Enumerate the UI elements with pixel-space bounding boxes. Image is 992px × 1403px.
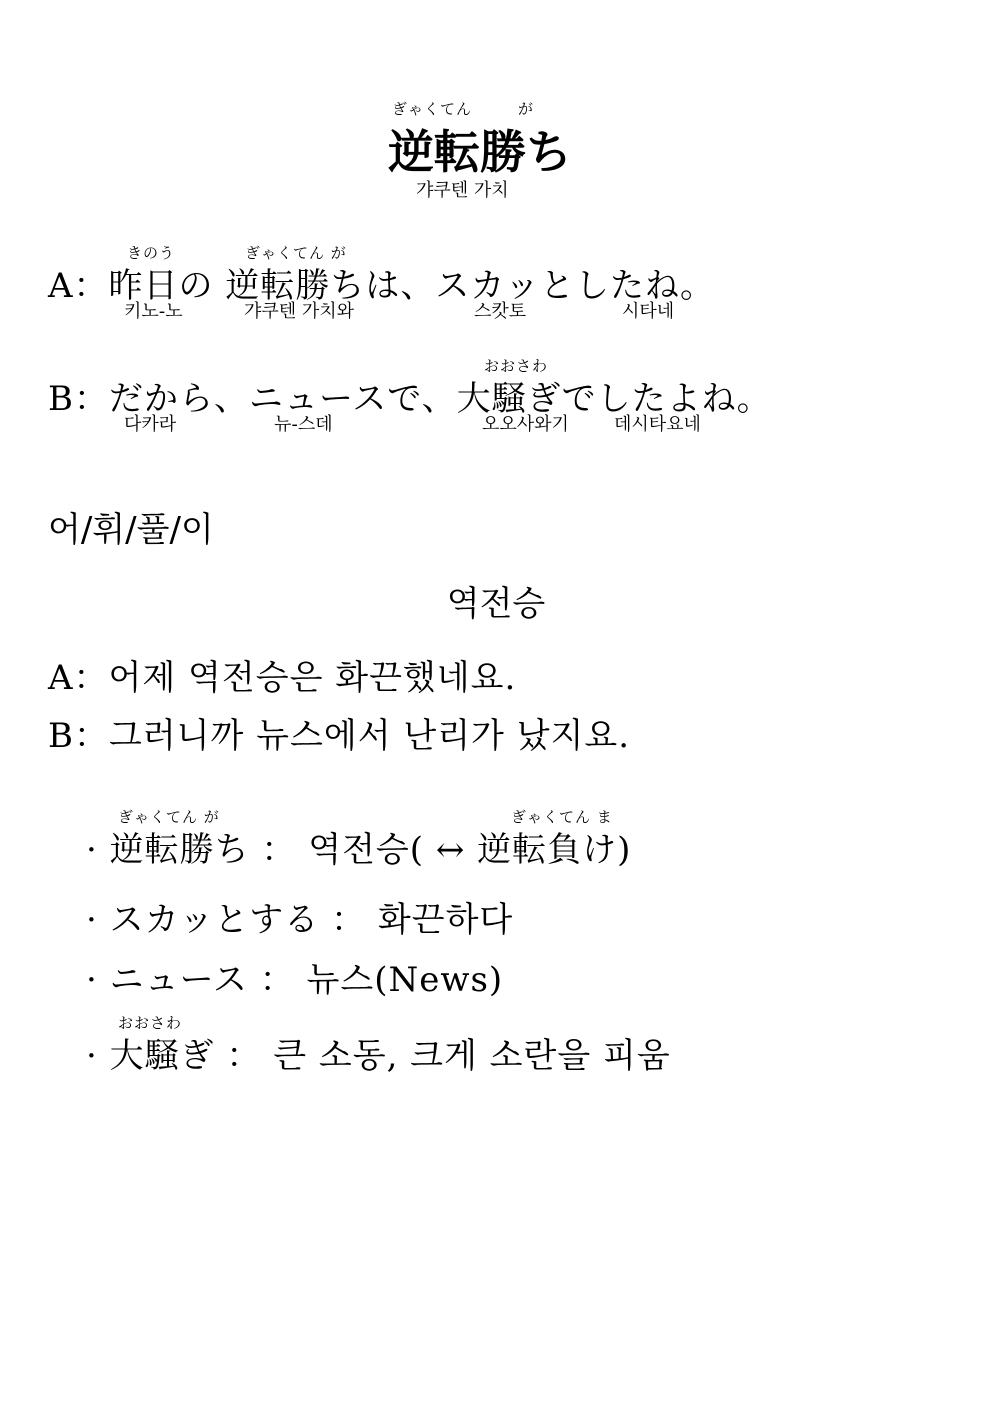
dialogue-a-reading-4: 시타네 <box>622 301 675 322</box>
dialogue-a-text: A：昨日の 逆転勝ちは、スカッとしたね。 <box>48 266 716 306</box>
page-title: 逆転勝ち <box>388 125 572 179</box>
translation-line-a: A：어제 역전승은 화끈했네요. <box>48 658 517 698</box>
vocab-item-4: · 大騒ぎ ： 큰 소동, 크게 소란을 피움 <box>86 1036 671 1076</box>
dialogue-a-reading-3: 스캇토 <box>474 301 527 322</box>
title-furigana: ぎゃくてん <box>392 100 473 118</box>
translation-line-b: B：그러니까 뉴스에서 난리가 났지요. <box>48 716 631 756</box>
dialogue-b-reading-3: 오오사와기 <box>482 414 569 435</box>
dialogue-a-furigana-1: きのう <box>127 244 176 262</box>
vocab-heading: 어/휘/풀/이 <box>48 510 214 550</box>
translation-title: 역전승 <box>446 584 546 624</box>
title-korean-reading: 갸쿠텐 가치 <box>416 180 509 201</box>
vocab-4-furigana-1: おおさわ <box>118 1014 183 1032</box>
vocab-item-3: · ニュース ： 뉴스(News) <box>86 960 504 1000</box>
title-furigana-ga: が <box>518 100 535 118</box>
dialogue-b-reading-2: 뉴-스데 <box>274 414 333 435</box>
vocab-1-furigana-2: ぎゃくてん ま <box>511 808 613 826</box>
vocab-item-2: · スカッとする ： 화끈하다 <box>86 900 514 940</box>
dialogue-a-reading-2: 갸쿠텐 가치와 <box>244 301 355 322</box>
dialogue-b-reading-1: 다카라 <box>124 414 177 435</box>
dialogue-a-furigana-2: ぎゃくてん が <box>245 244 347 262</box>
dialogue-b-furigana-1: おおさわ <box>484 357 549 375</box>
dialogue-b-reading-4: 데시타요네 <box>614 414 701 435</box>
vocab-1-furigana-1: ぎゃくてん が <box>118 808 220 826</box>
dialogue-b-text: B：だから、ニュースで、大騒ぎでしたよね。 <box>48 379 772 419</box>
dialogue-a-reading-1: 키노-노 <box>124 301 183 322</box>
vocab-item-1: · 逆転勝ち ： 역전승( ↔ 逆転負け) <box>86 830 632 870</box>
